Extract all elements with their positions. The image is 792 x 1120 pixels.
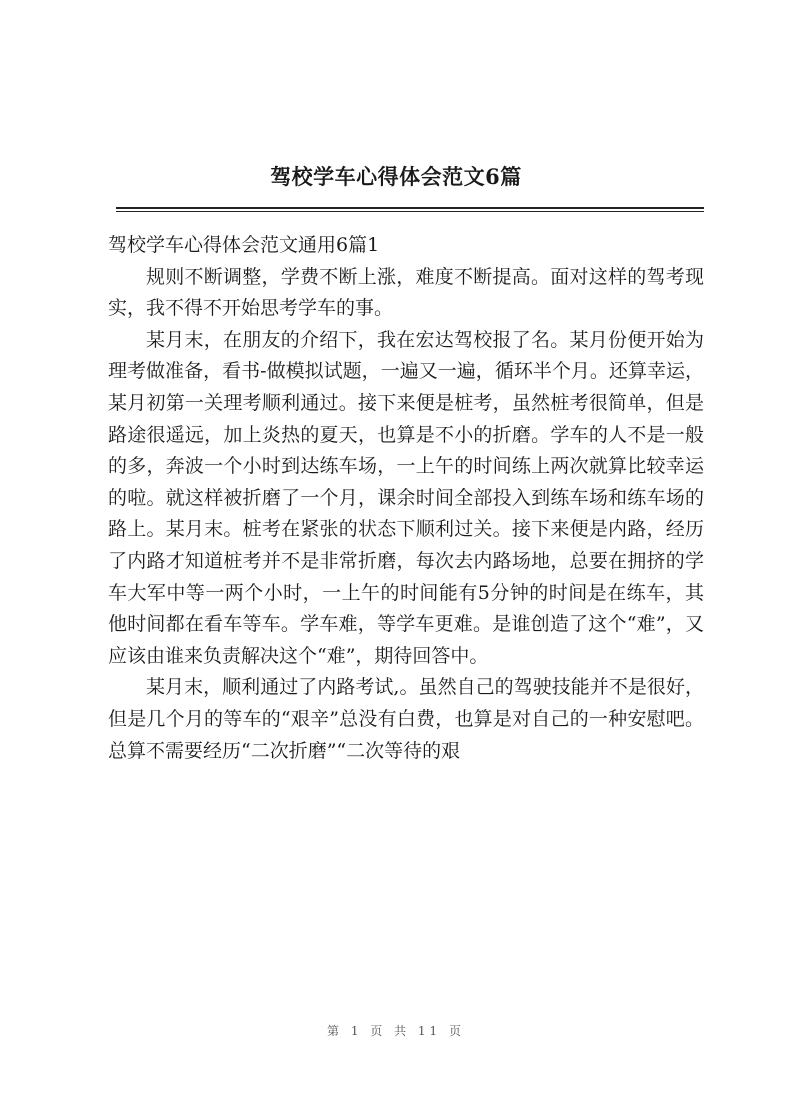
paragraph-2: 某月末，在朋友的介绍下，我在宏达驾校报了名。某月份便开始为理考做准备，看书-做模拟试题，一遍又一遍，循环半个月。还算幸运，某月初第一关理考顺利通过。接下来便是桩考，虽然桩考很简单，但是路途很遥远，加上炎热的夏天，也算是不小的折磨。学车的人不是一般的多，奔波一个小时到达练车场，一上午的时间练上两次就算比较幸运的啦。就这样被折磨了一个月，课余时间全部投入到练车场和练车场的路上。某月末。桩考在紧张的状态下顺利过关。接下来便是内路，经历了内路才知道桩考并不是非常折磨，每次去内路场地，总要在拥挤的学车大军中等一两个小时，一上午的时间能有5分钟的时间是在练车，其他时间都在看车等车。学车难，等学车更难。是谁创造了这个“难”，又应该由谁来负责解决这个“难”，期待回答中。 — [108, 328, 704, 667]
title-divider — [116, 207, 704, 212]
document-title: 驾校学车心得体会范文6篇 — [270, 164, 522, 189]
paragraph-1: 规则不断调整，学费不断上涨，难度不断提高。面对这样的驾考现实，我不得不开始思考学车的事。 — [108, 265, 704, 320]
paragraph-3: 某月末，顺利通过了内路考试,。虽然自己的驾驶技能并不是很好，但是几个月的等车的“艰辛”总没有白费，也算是对自己的一种安慰吧。总算不需要经历“二次折磨”“二次等待的艰 — [108, 676, 704, 762]
document-body — [108, 230, 704, 767]
section-heading: 驾校学车心得体会范文通用6篇1 — [108, 234, 380, 256]
page-number-footer: 第 1 页 共 11 页 — [327, 1024, 465, 1038]
